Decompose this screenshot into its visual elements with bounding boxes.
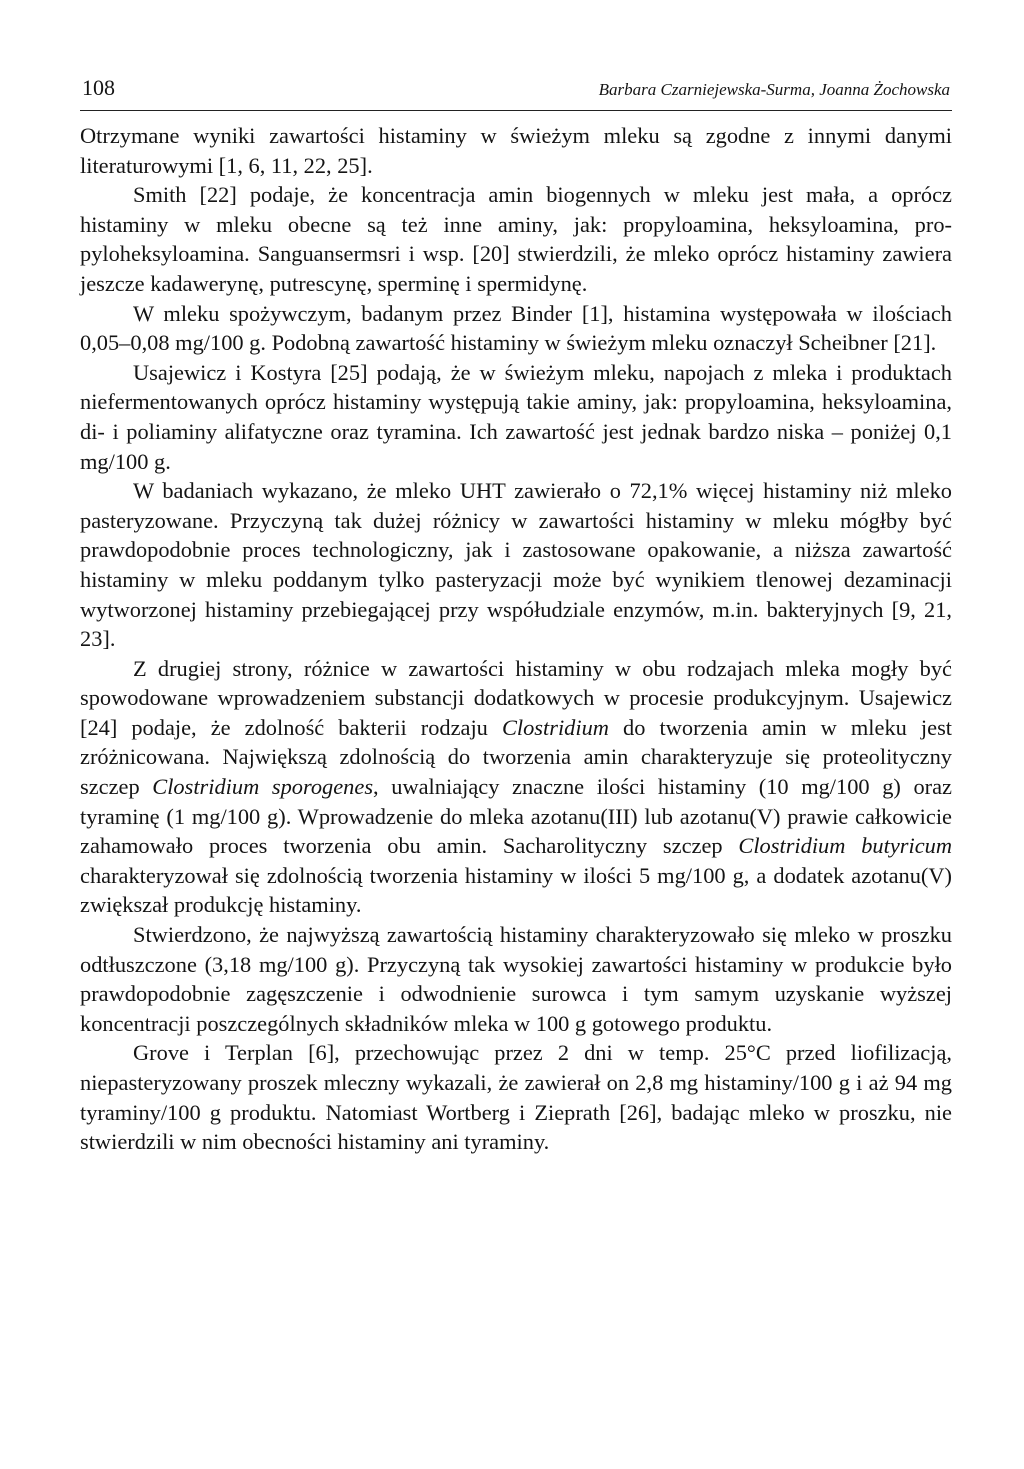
page-number: 108 bbox=[82, 75, 115, 100]
species-name: Clostridium butyricum bbox=[738, 833, 953, 859]
paragraph: W mleku spożywczym, badanym przez Binder [1], histamina występowała w ilościach 0,05–0,08 mg/100 g. Podobną zawartość histaminy w świeżym mleku oznaczył Scheibner [21]. bbox=[80, 300, 952, 356]
paragraph: Grove i Terplan [6], przechowując przez 2 dni w temp. 25°C przed liofilizacją, niepasteryzowany proszek mleczny wykazali, że zawierał on 2,8 mg histaminy/100 g i aż 94 mg tyraminy/100 g produktu. Natomiast Wortberg i Zieprath [26], badając mleko w proszku, nie stwierdzili w nim obecności histaminy ani tyraminy. bbox=[80, 1040, 952, 1155]
paragraph: Usajewicz i Kostyra [25] podają, że w świeżym mleku, napojach z mleka i produktach niefermentowanych oprócz histaminy występują takie aminy, jak: propyloamina, heksyloamina, di- i poliaminy alifatyczne oraz tyramina. Ich zawartość jest jednak bardzo niska – poniżej 0,1 mg/100 g. bbox=[80, 359, 952, 474]
running-head-authors: Barbara Czarniejewska-Surma, Joanna Żochowska bbox=[598, 80, 950, 99]
species-name: Clostridium sporogenes bbox=[152, 774, 374, 800]
page-header bbox=[80, 74, 952, 111]
paragraph: Stwierdzono, że najwyższą zawartością histaminy charakteryzowało się mleko w proszku odtłuszczone (3,18 mg/100 g). Przyczyną tak wysokiej zawartości histaminy w produkcie było prawdopodobnie zagęszczenie i odwodnienie surowca i tym samym uzyskanie wyższej koncentracji poszczególnych składników mleka w 100 g gotowego produktu. bbox=[80, 922, 952, 1036]
species-name: Clostridium bbox=[501, 714, 609, 740]
paragraph: Otrzymane wyniki zawartości histaminy w świeżym mleku są zgodne z innymi danymi literaturowymi [1, 6, 11, 22, 25]. bbox=[80, 123, 952, 178]
paragraph: Smith [22] podaje, że koncentracja amin biogennych w mleku jest mała, a oprócz histaminy w mleku obecne są też inne aminy, jak: propyloamina, heksyloamina, propyloheksyloamina. Sanguansermsri i wsp. [20] stwierdzili, że mleko oprócz histaminy zawiera jeszcze kadawerynę, putrescynę, sperminę i spermidynę. bbox=[80, 182, 952, 296]
paragraph: Z drugiej strony, różnice w zawartości histaminy w obu rodzajach mleka mogły być spowodowane wprowadzeniem substancji dodatkowych w procesie produkcyjnym. Usajewicz [24] podaje, że zdolność bakterii rodzaju Clostridium do tworzenia amin w mleku jest zróżnicowana. Największą zdolnością do tworzenia amin charakteryzuje się proteolityczny szczep Clostridium sporogenes, uwalniający znaczne ilości histaminy (10 mg/100 g) oraz tyraminę (1 mg/100 g). Wprowadzenie do mleka azotanu(III) lub azotanu(V) prawie całkowicie zahamowało proces tworzenia obu amin. Sacharolityczny szczep Clostridium butyricum charakteryzował się zdolnością tworzenia histaminy w ilości 5 mg/100 g, a dodatek azotanu(V) zwiększał produkcję histaminy. bbox=[80, 655, 953, 918]
paragraph: W badaniach wykazano, że mleko UHT zawierało o 72,1% więcej histaminy niż mleko pasteryzowane. Przyczyną tak dużej różnicy w zawartości histaminy w mleku mógłby być prawdopodobnie proces technologiczny, jak i zastosowane opakowanie, a niższa zawartość histaminy w mleku poddanym tylko pasteryzacji może być wynikiem tlenowej dezaminacji wytworzonej histaminy przebiegającej przy współudziale enzymów, m.in. bakteryjnych [9, 21, 23]. bbox=[80, 478, 952, 652]
document-page bbox=[80, 74, 952, 1157]
body-text bbox=[80, 121, 952, 1157]
